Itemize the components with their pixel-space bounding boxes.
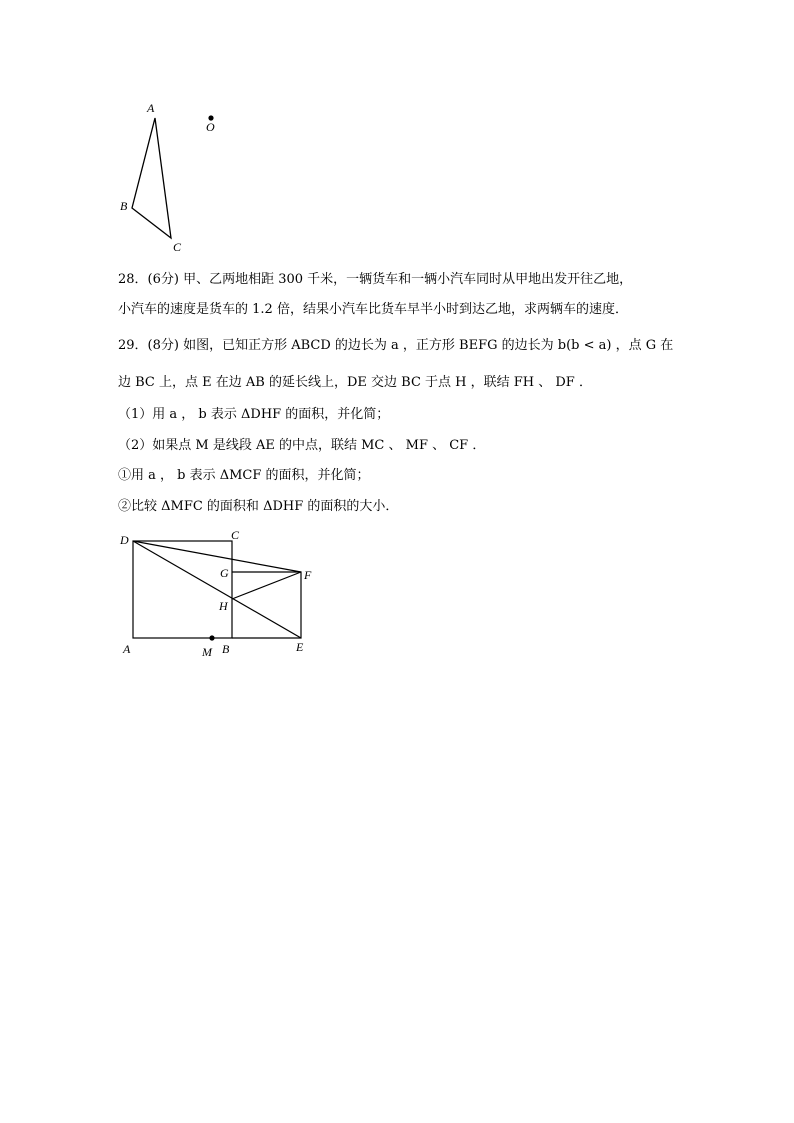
q28-line2: 小汽车的速度是货车的 1.2 倍，结果小汽车比货车早半小时到达乙地，求两辆车的速度． [118, 302, 628, 317]
q29-line1: 29．(8分) 如图，已知正方形 ABCD 的边长为 a ，正方形 BEFG 的边长为 b(b < a) ，点 G 在 [118, 338, 674, 353]
q28-line1: 28．(6分) 甲、乙两地相距 300 千米，一辆货车和一辆小汽车同时从甲地出发开往乙地， [118, 272, 633, 287]
q29-part1: （1）用 a ， b 表示 ΔDHF 的面积，并化简； [118, 407, 390, 422]
q29-part2: （2）如果点 M 是线段 AE 的中点，联结 MC 、 MF 、 CF ． [118, 438, 486, 453]
label-c: C [173, 240, 182, 254]
label-g: G [220, 566, 229, 580]
q29-sub2: ②比较 ΔMFC 的面积和 ΔDHF 的面积的大小． [118, 499, 399, 514]
segment-de [133, 541, 301, 638]
label-a: A [147, 101, 155, 115]
label-b2: B [222, 642, 230, 656]
triangle-abc [132, 118, 171, 238]
q29-sub1: ①用 a ， b 表示 ΔMCF 的面积，并化简； [118, 468, 370, 483]
label-m: M [202, 645, 212, 659]
label-f: F [304, 568, 312, 582]
segment-fh [232, 572, 301, 599]
label-b: B [120, 199, 128, 213]
label-e: E [296, 640, 304, 654]
label-a2: A [123, 642, 131, 656]
label-o: O [206, 120, 215, 134]
label-d: D [120, 533, 129, 547]
triangle-abc-figure [0, 0, 794, 270]
square-befg [232, 572, 301, 638]
label-c2: C [231, 528, 240, 542]
point-m [209, 635, 214, 640]
segment-df [133, 541, 301, 572]
q29-line2: 边 BC 上，点 E 在边 AB 的延长线上，DE 交边 BC 于点 H ，联结 FH 、 DF ． [118, 375, 592, 390]
label-h: H [219, 599, 228, 613]
